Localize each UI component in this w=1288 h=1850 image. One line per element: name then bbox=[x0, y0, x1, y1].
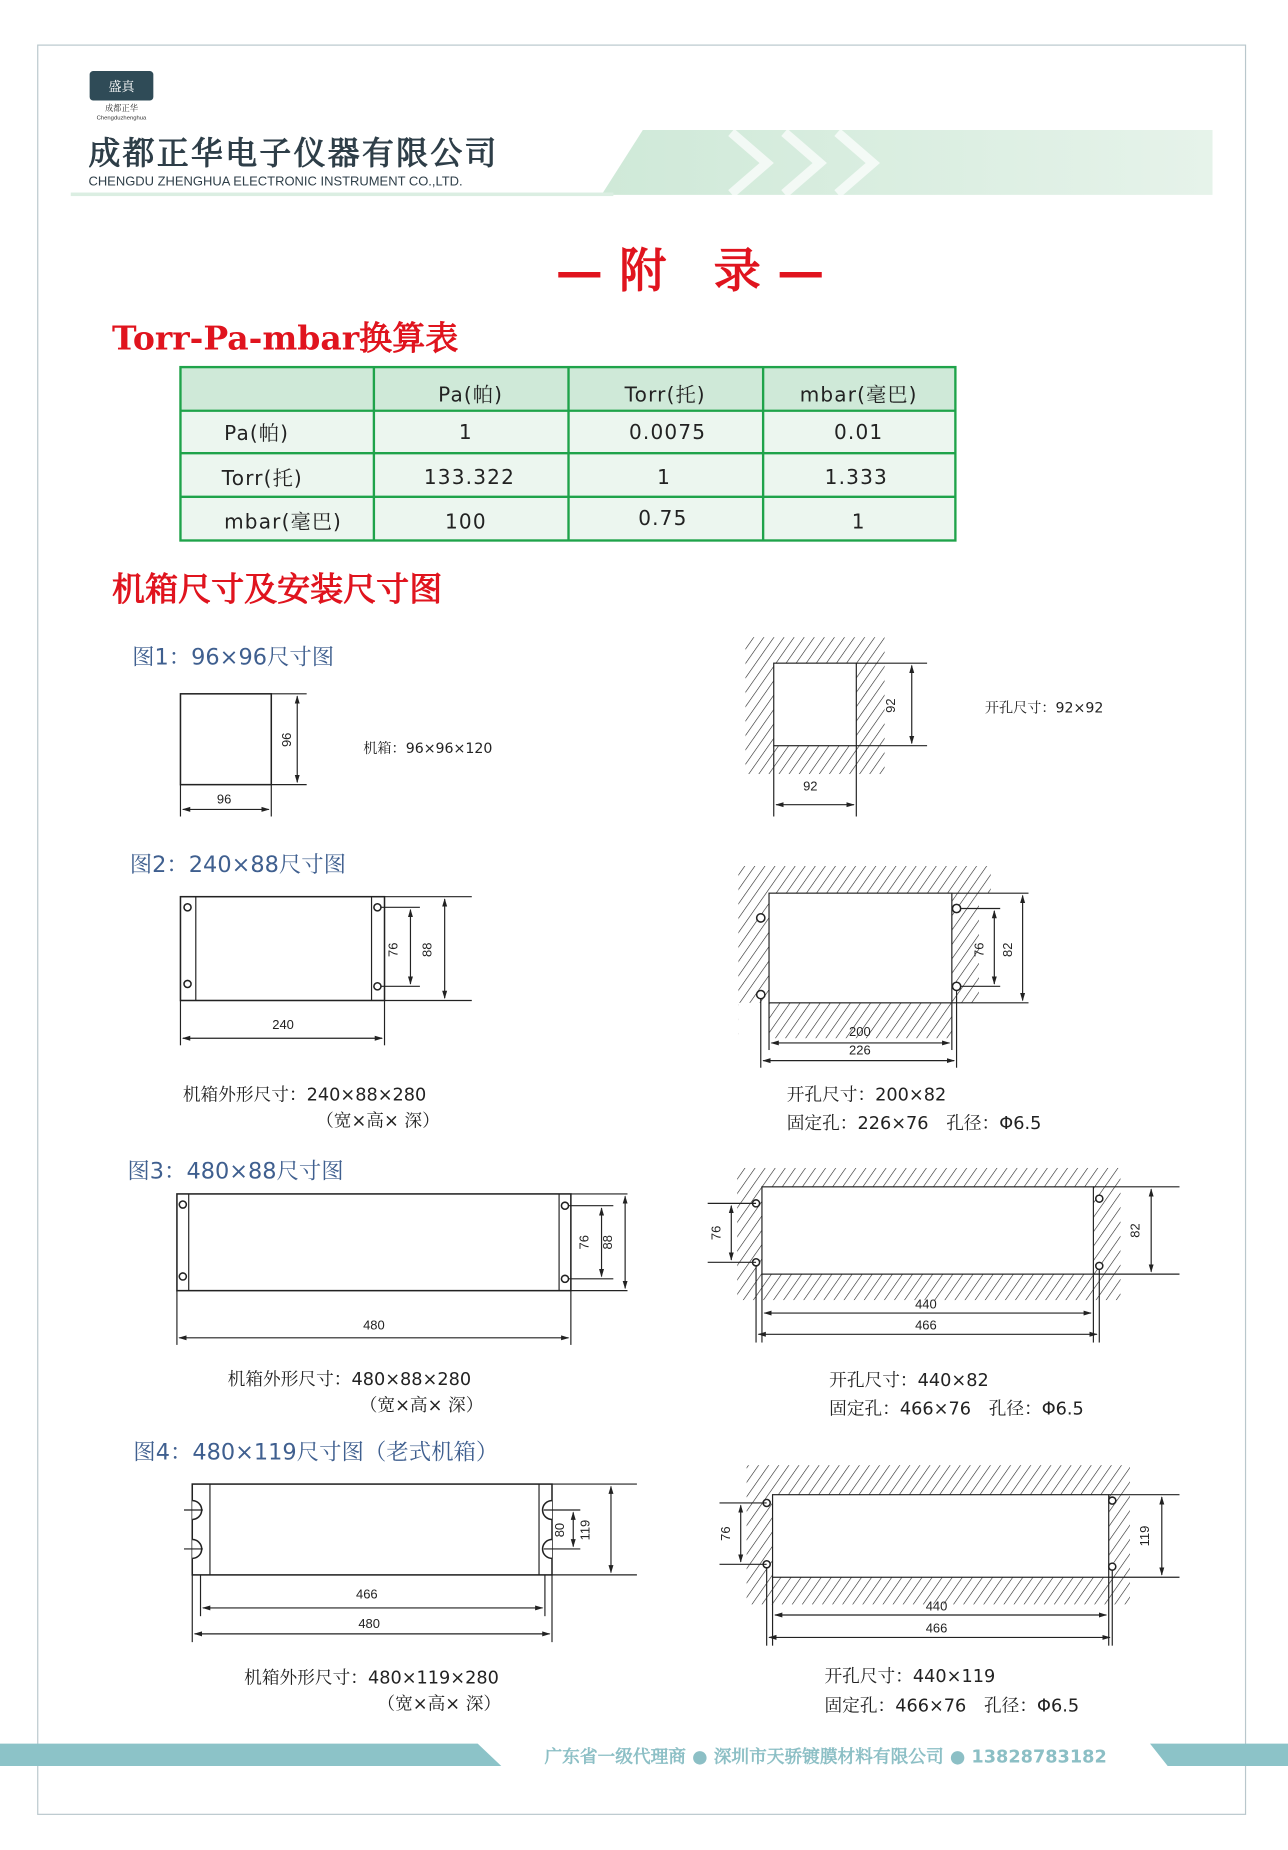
label: 96 bbox=[216, 791, 232, 807]
label: 226 bbox=[849, 1042, 871, 1058]
label: 88 bbox=[419, 942, 435, 957]
fixing-holes: 固定孔：466×76 孔径：Φ6.5 bbox=[829, 1399, 1084, 1420]
label: 133.322 bbox=[423, 464, 516, 489]
label: 480 bbox=[358, 1615, 380, 1631]
cutout-size: 开孔尺寸：440×119 bbox=[824, 1667, 996, 1688]
label: （宽×高× 深） bbox=[359, 1395, 484, 1416]
label: 92 bbox=[803, 778, 818, 794]
header-band bbox=[602, 130, 1213, 195]
column-header: Torr(托) bbox=[624, 382, 706, 407]
label: 1 bbox=[657, 464, 672, 489]
label: 100 bbox=[444, 509, 487, 534]
footer-text: 广东省一级代理商 ● 深圳市天骄镀膜材料有限公司 ● 13828783182 bbox=[544, 1747, 1107, 1768]
label: 0.0075 bbox=[628, 420, 707, 445]
case-size: 机箱外形尺寸：480×88×280 bbox=[227, 1370, 472, 1390]
label: 92 bbox=[883, 698, 899, 713]
label: 0.75 bbox=[638, 506, 688, 531]
cutout-size: 开孔尺寸：200×82 bbox=[786, 1085, 947, 1106]
label: 119 bbox=[1136, 1525, 1152, 1547]
label: 76 bbox=[971, 942, 987, 957]
footer bbox=[0, 1744, 1288, 1768]
label: 82 bbox=[1127, 1223, 1143, 1238]
label: 466 bbox=[925, 1620, 948, 1636]
section-title: 机箱尺寸及安装尺寸图 bbox=[112, 569, 443, 609]
label: （宽×高× 深） bbox=[316, 1111, 440, 1132]
label: Pa(帕) bbox=[224, 421, 290, 446]
label: 466 bbox=[915, 1317, 937, 1333]
page-title: — 附 录 — bbox=[555, 243, 825, 299]
label: mbar(毫巴) bbox=[224, 509, 343, 534]
figure-3 bbox=[127, 1159, 1179, 1420]
case-size: 机箱外形尺寸：240×88×280 bbox=[182, 1085, 427, 1106]
label: 76 bbox=[576, 1235, 592, 1250]
conversion-title: Torr-Pa-mbar换算表 bbox=[112, 318, 459, 358]
label: 88 bbox=[600, 1235, 616, 1250]
label: 1 bbox=[458, 420, 473, 445]
fixing-holes: 固定孔：226×76 孔径：Φ6.5 bbox=[786, 1114, 1042, 1135]
label: 440 bbox=[915, 1296, 937, 1312]
company-name-cn: 成都正华电子仪器有限公司 bbox=[88, 134, 499, 173]
logo-sub-en: Chengduzhenghua bbox=[96, 115, 147, 122]
conversion-table bbox=[180, 367, 955, 540]
logo-text: 盛真 bbox=[108, 80, 135, 96]
label: 80 bbox=[551, 1522, 567, 1538]
label: 440 bbox=[925, 1598, 948, 1614]
figure-title: 图4：480×119尺寸图（老式机箱） bbox=[133, 1439, 499, 1466]
label: （宽×高× 深） bbox=[377, 1694, 502, 1715]
figure-title: 图2：240×88尺寸图 bbox=[129, 851, 347, 878]
label: 82 bbox=[1000, 942, 1016, 957]
case-size: 机箱外形尺寸：480×119×280 bbox=[244, 1668, 499, 1689]
fixing-holes: 固定孔：466×76 孔径：Φ6.5 bbox=[824, 1696, 1080, 1717]
label: 200 bbox=[849, 1023, 871, 1039]
label: 1 bbox=[851, 509, 866, 534]
logo-sub-cn: 成都正华 bbox=[104, 103, 138, 114]
header bbox=[71, 71, 1213, 196]
label: 76 bbox=[718, 1526, 734, 1541]
figure-title: 图3：480×88尺寸图 bbox=[127, 1158, 344, 1185]
figure-1 bbox=[132, 637, 1103, 816]
label: 1.333 bbox=[824, 464, 888, 489]
label: Torr(托) bbox=[221, 466, 303, 491]
label: 76 bbox=[385, 942, 401, 957]
label: 240 bbox=[272, 1016, 294, 1032]
label: 480 bbox=[363, 1317, 385, 1333]
company-name-en: CHENGDU ZHENGHUA ELECTRONIC INSTRUMENT CO.,LTD. bbox=[88, 173, 463, 189]
figure-2 bbox=[130, 852, 1042, 1134]
column-header: Pa(帕) bbox=[438, 382, 504, 407]
figure-4 bbox=[133, 1439, 1179, 1716]
figure-title: 图1：96×96尺寸图 bbox=[132, 644, 335, 671]
column-header: mbar(毫巴) bbox=[799, 382, 918, 407]
cutout-size: 开孔尺寸：440×82 bbox=[829, 1371, 989, 1392]
cutout-size: 开孔尺寸：92×92 bbox=[984, 700, 1104, 717]
label: 96 bbox=[278, 732, 294, 748]
label: 119 bbox=[577, 1519, 593, 1541]
case-size: 机箱：96×96×120 bbox=[363, 740, 493, 757]
label: 76 bbox=[708, 1225, 724, 1241]
label: 466 bbox=[356, 1586, 378, 1602]
label: 0.01 bbox=[833, 420, 884, 445]
